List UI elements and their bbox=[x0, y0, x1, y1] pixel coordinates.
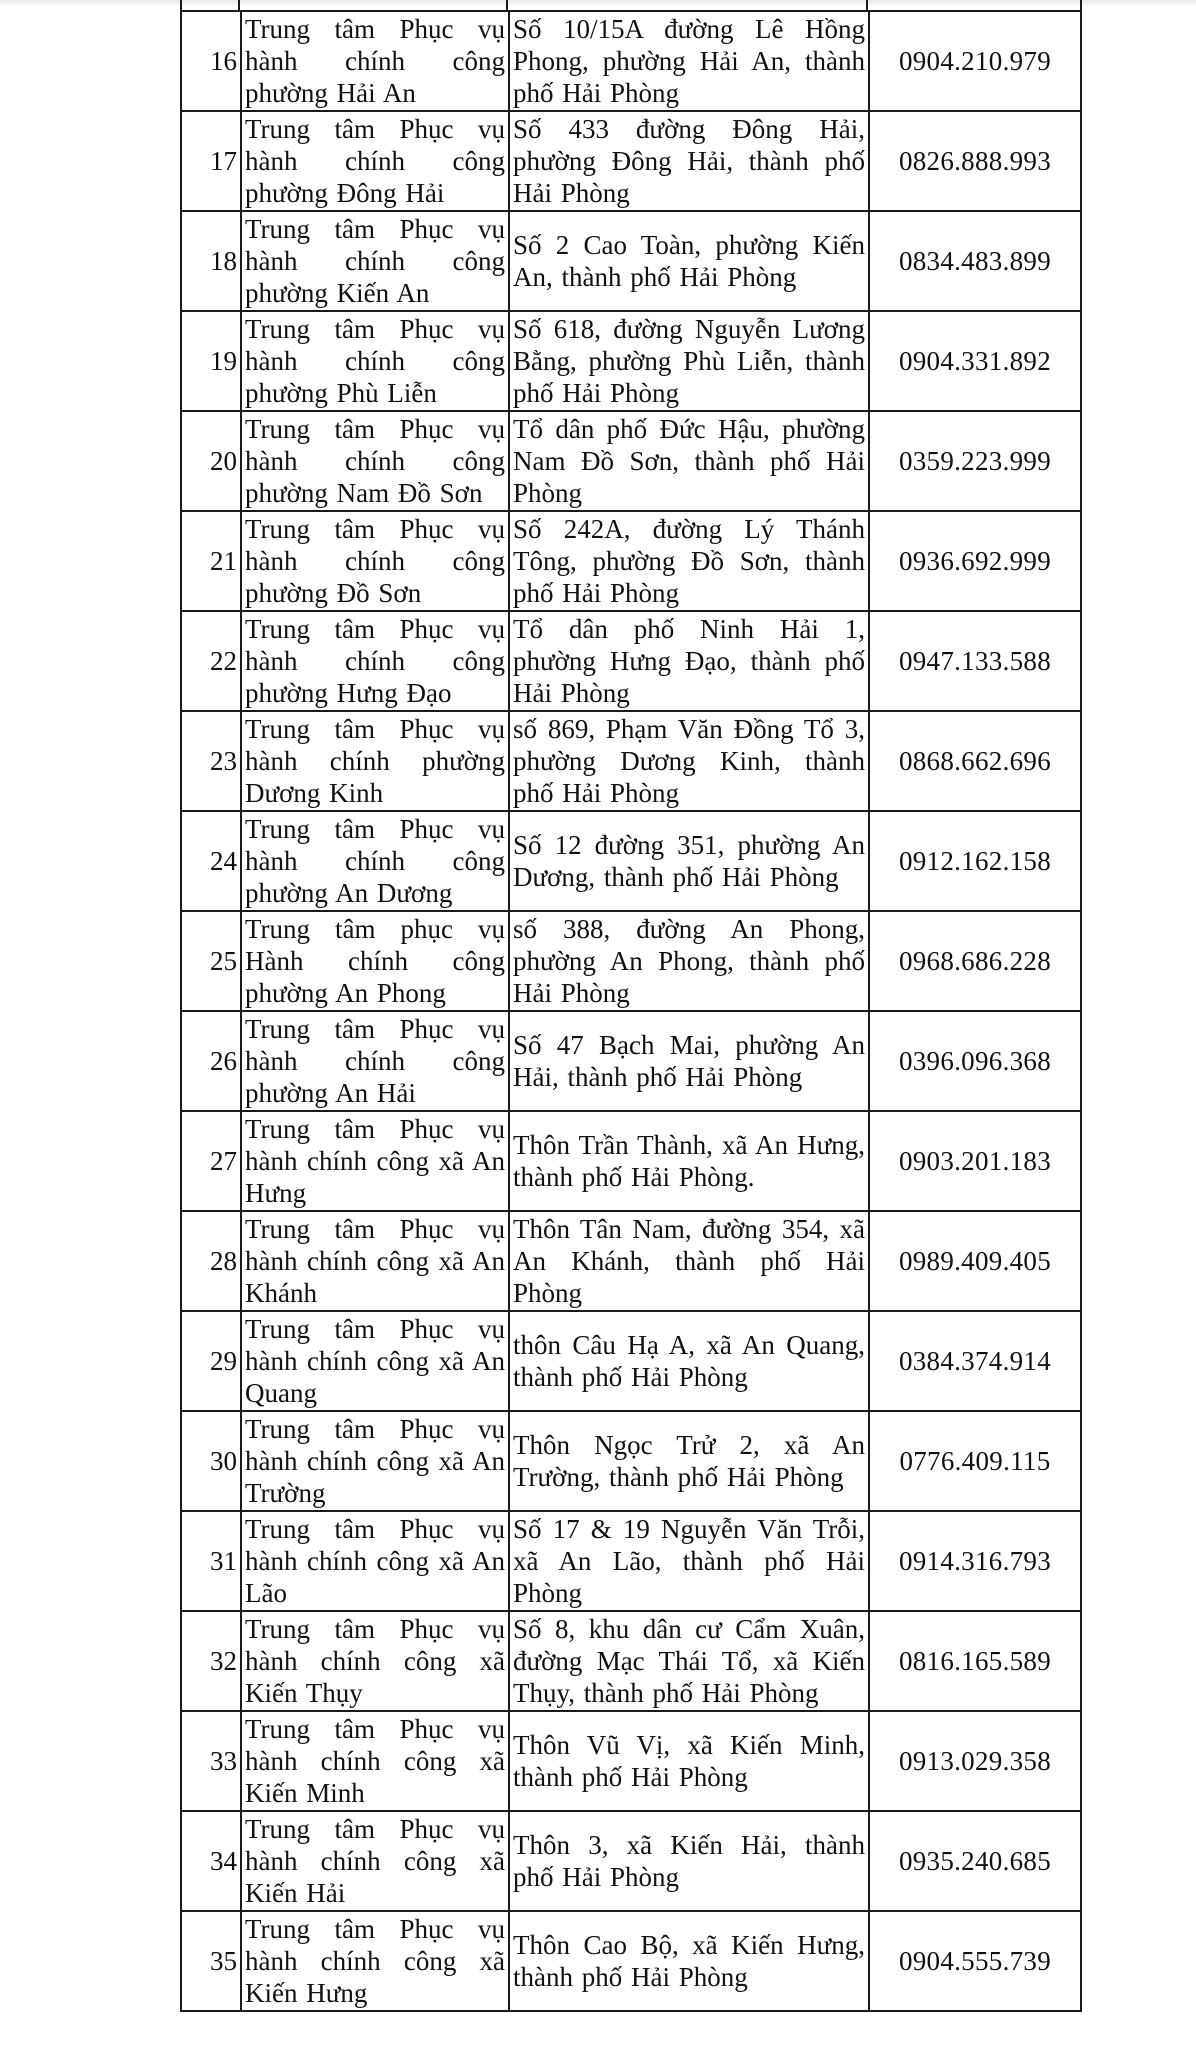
table-row bbox=[181, 911, 1081, 1011]
table-row bbox=[181, 1911, 1081, 2011]
row-number: 20 bbox=[210, 446, 237, 476]
row-number-cell bbox=[181, 611, 241, 711]
table-row bbox=[181, 1011, 1081, 1111]
center-phone: 0968.686.228 bbox=[898, 946, 1052, 976]
center-address: Thôn Vũ Vị, xã Kiến Minh, thành phố Hải Phòng bbox=[513, 1730, 865, 1792]
center-address-cell bbox=[509, 1811, 869, 1911]
table-row bbox=[181, 511, 1081, 611]
row-number: 32 bbox=[210, 1646, 237, 1676]
center-name-cell bbox=[241, 311, 509, 411]
center-address-cell bbox=[509, 211, 869, 311]
center-address: Thôn Ngọc Trử 2, xã An Trường, thành phố Hải Phòng bbox=[513, 1430, 865, 1492]
center-name-cell bbox=[241, 1911, 509, 2011]
center-address: Số 17 & 19 Nguyễn Văn Trỗi, xã An Lão, thành phố Hải Phòng bbox=[513, 1514, 865, 1608]
table-row bbox=[181, 1311, 1081, 1411]
center-name-cell bbox=[241, 211, 509, 311]
center-name: Trung tâm phục vụ Hành chính công phường An Phong bbox=[245, 914, 505, 1008]
center-address: Số 2 Cao Toàn, phường Kiến An, thành phố Hải Phòng bbox=[513, 230, 865, 292]
center-phone-cell bbox=[869, 411, 1081, 511]
center-name: Trung tâm Phục vụ hành chính công phường Kiến An bbox=[245, 214, 505, 308]
center-address: số 388, đường An Phong, phường An Phong, thành phố Hải Phòng bbox=[513, 914, 865, 1008]
center-name-cell bbox=[241, 1211, 509, 1311]
center-phone: 0359.223.999 bbox=[898, 446, 1052, 476]
center-name-cell bbox=[241, 1811, 509, 1911]
center-phone-cell bbox=[869, 1511, 1081, 1611]
center-address: Tổ dân phố Ninh Hải 1, phường Hưng Đạo, thành phố Hải Phòng bbox=[513, 614, 865, 708]
row-number-cell bbox=[181, 11, 241, 111]
center-address: Thôn Tân Nam, đường 354, xã An Khánh, thành phố Hải Phòng bbox=[513, 1214, 865, 1308]
row-number-cell bbox=[181, 1811, 241, 1911]
center-phone: 0816.165.589 bbox=[898, 1646, 1052, 1676]
column-divider bbox=[866, 0, 868, 10]
table-row bbox=[181, 411, 1081, 511]
center-address: Thôn 3, xã Kiến Hải, thành phố Hải Phòng bbox=[513, 1830, 865, 1892]
row-number: 18 bbox=[210, 246, 237, 276]
row-number-cell bbox=[181, 911, 241, 1011]
center-phone: 0776.409.115 bbox=[899, 1446, 1051, 1476]
center-name: Trung tâm Phục vụ hành chính công phường An Dương bbox=[245, 814, 505, 908]
row-number: 31 bbox=[210, 1546, 237, 1576]
row-number-cell bbox=[181, 1411, 241, 1511]
table-row bbox=[181, 1611, 1081, 1711]
center-name: Trung tâm Phục vụ hành chính công phường Hưng Đạo bbox=[245, 614, 505, 708]
center-phone-cell bbox=[869, 1011, 1081, 1111]
center-name: Trung tâm Phục vụ hành chính công xã An Quang bbox=[245, 1314, 505, 1408]
center-phone: 0903.201.183 bbox=[898, 1146, 1052, 1176]
center-address: Số 12 đường 351, phường An Dương, thành phố Hải Phòng bbox=[513, 830, 865, 892]
center-address: Thôn Trần Thành, xã An Hưng, thành phố Hải Phòng. bbox=[513, 1130, 865, 1192]
table-row bbox=[181, 611, 1081, 711]
row-number: 25 bbox=[210, 946, 237, 976]
center-name: Trung tâm Phục vụ hành chính công xã An Hưng bbox=[245, 1114, 505, 1208]
row-number: 27 bbox=[210, 1146, 237, 1176]
row-number: 30 bbox=[210, 1446, 237, 1476]
center-address-cell bbox=[509, 111, 869, 211]
center-address: Số 8, khu dân cư Cẩm Xuân, đường Mạc Thái Tổ, xã Kiến Thụy, thành phố Hải Phòng bbox=[513, 1614, 865, 1708]
center-address-cell bbox=[509, 1711, 869, 1811]
center-name: Trung tâm Phục vụ hành chính công xã Kiến Hải bbox=[245, 1814, 505, 1908]
row-number: 23 bbox=[210, 746, 237, 776]
center-phone: 0904.331.892 bbox=[898, 346, 1052, 376]
center-name-cell bbox=[241, 911, 509, 1011]
row-number: 22 bbox=[210, 646, 237, 676]
center-phone: 0947.133.588 bbox=[898, 646, 1052, 676]
center-name-cell bbox=[241, 1111, 509, 1211]
row-number-cell bbox=[181, 111, 241, 211]
center-phone-cell bbox=[869, 1311, 1081, 1411]
center-name-cell bbox=[241, 411, 509, 511]
center-name-cell bbox=[241, 711, 509, 811]
center-address: thôn Câu Hạ A, xã An Quang, thành phố Hải Phòng bbox=[513, 1330, 865, 1392]
center-address-cell bbox=[509, 1211, 869, 1311]
center-phone: 0989.409.405 bbox=[898, 1246, 1052, 1276]
center-name-cell bbox=[241, 11, 509, 111]
center-address-cell bbox=[509, 1011, 869, 1111]
table-row bbox=[181, 311, 1081, 411]
row-number-cell bbox=[181, 1211, 241, 1311]
row-number-cell bbox=[181, 811, 241, 911]
center-phone-cell bbox=[869, 811, 1081, 911]
table-row bbox=[181, 1511, 1081, 1611]
row-number: 16 bbox=[210, 46, 237, 76]
row-number: 19 bbox=[210, 346, 237, 376]
row-number: 33 bbox=[210, 1746, 237, 1776]
row-number-cell bbox=[181, 311, 241, 411]
center-phone: 0914.316.793 bbox=[898, 1546, 1052, 1576]
center-address: số 869, Phạm Văn Đồng Tổ 3, phường Dương Kinh, thành phố Hải Phòng bbox=[513, 714, 865, 808]
row-number: 35 bbox=[210, 1946, 237, 1976]
row-number-cell bbox=[181, 1911, 241, 2011]
center-name-cell bbox=[241, 1011, 509, 1111]
row-number-cell bbox=[181, 711, 241, 811]
center-name-cell bbox=[241, 111, 509, 211]
center-address-cell bbox=[509, 311, 869, 411]
table-row bbox=[181, 711, 1081, 811]
center-address: Tổ dân phố Đức Hậu, phường Nam Đồ Sơn, thành phố Hải Phòng bbox=[513, 414, 865, 508]
center-phone-cell bbox=[869, 511, 1081, 611]
row-number: 29 bbox=[210, 1346, 237, 1376]
row-number: 34 bbox=[210, 1846, 237, 1876]
center-address-cell bbox=[509, 911, 869, 1011]
center-name-cell bbox=[241, 811, 509, 911]
row-number-cell bbox=[181, 1611, 241, 1711]
center-phone: 0384.374.914 bbox=[898, 1346, 1052, 1376]
center-name: Trung tâm Phục vụ hành chính công phường An Hải bbox=[245, 1014, 505, 1108]
center-name: Trung tâm Phục vụ hành chính công phường Hải An bbox=[245, 14, 505, 108]
center-phone-cell bbox=[869, 911, 1081, 1011]
table-row bbox=[181, 211, 1081, 311]
center-phone-cell bbox=[869, 111, 1081, 211]
center-address-cell bbox=[509, 1511, 869, 1611]
center-address-cell bbox=[509, 1411, 869, 1511]
center-address-cell bbox=[509, 1311, 869, 1411]
center-phone-cell bbox=[869, 711, 1081, 811]
center-address: Số 433 đường Đông Hải, phường Đông Hải, thành phố Hải Phòng bbox=[513, 114, 865, 208]
center-phone-cell bbox=[869, 211, 1081, 311]
column-divider bbox=[506, 0, 508, 10]
row-number: 17 bbox=[210, 146, 237, 176]
center-address: Số 242A, đường Lý Thánh Tông, phường Đồ Sơn, thành phố Hải Phòng bbox=[513, 514, 865, 608]
table-row bbox=[181, 111, 1081, 211]
center-name-cell bbox=[241, 1311, 509, 1411]
center-phone-cell bbox=[869, 1811, 1081, 1911]
center-phone-cell bbox=[869, 311, 1081, 411]
row-number-cell bbox=[181, 1511, 241, 1611]
row-number: 26 bbox=[210, 1046, 237, 1076]
center-phone: 0936.692.999 bbox=[898, 546, 1052, 576]
center-phone: 0904.555.739 bbox=[898, 1946, 1052, 1976]
service-center-table bbox=[180, 10, 1082, 2012]
center-phone: 0868.662.696 bbox=[898, 746, 1052, 776]
center-phone-cell bbox=[869, 1711, 1081, 1811]
center-address-cell bbox=[509, 1611, 869, 1711]
center-address-cell bbox=[509, 811, 869, 911]
table-row bbox=[181, 1711, 1081, 1811]
center-phone: 0913.029.358 bbox=[898, 1746, 1052, 1776]
center-name: Trung tâm Phục vụ hành chính công phường Đông Hải bbox=[245, 114, 505, 208]
row-number: 28 bbox=[210, 1246, 237, 1276]
row-number-cell bbox=[181, 1711, 241, 1811]
table-row bbox=[181, 811, 1081, 911]
row-number-cell bbox=[181, 1011, 241, 1111]
row-number: 24 bbox=[210, 846, 237, 876]
center-name-cell bbox=[241, 611, 509, 711]
center-address-cell bbox=[509, 1111, 869, 1211]
center-name: Trung tâm Phục vụ hành chính công phường Nam Đồ Sơn bbox=[245, 414, 505, 508]
table-row bbox=[181, 1211, 1081, 1311]
column-divider bbox=[238, 0, 240, 10]
table-continuation-edge bbox=[180, 0, 1082, 10]
table-row bbox=[181, 1411, 1081, 1511]
center-name: Trung tâm Phục vụ hành chính công xã An Khánh bbox=[245, 1214, 505, 1308]
center-address: Số 10/15A đường Lê Hồng Phong, phường Hải An, thành phố Hải Phòng bbox=[513, 14, 865, 108]
center-name-cell bbox=[241, 1711, 509, 1811]
center-phone: 0396.096.368 bbox=[898, 1046, 1052, 1076]
center-phone-cell bbox=[869, 1211, 1081, 1311]
center-phone: 0904.210.979 bbox=[898, 46, 1052, 76]
center-phone-cell bbox=[869, 1111, 1081, 1211]
center-name: Trung tâm Phục vụ hành chính công xã An Trường bbox=[245, 1414, 505, 1508]
table-body bbox=[181, 11, 1081, 2011]
center-address-cell bbox=[509, 711, 869, 811]
row-number-cell bbox=[181, 211, 241, 311]
center-address-cell bbox=[509, 11, 869, 111]
center-address: Số 618, đường Nguyễn Lương Bằng, phường Phù Liễn, thành phố Hải Phòng bbox=[513, 314, 865, 408]
center-name: Trung tâm Phục vụ hành chính công xã An Lão bbox=[245, 1514, 505, 1608]
center-name-cell bbox=[241, 1411, 509, 1511]
center-name: Trung tâm Phục vụ hành chính công xã Kiến Minh bbox=[245, 1714, 505, 1808]
row-number-cell bbox=[181, 411, 241, 511]
center-name: Trung tâm Phục vụ hành chính công phường Phù Liễn bbox=[245, 314, 505, 408]
center-address-cell bbox=[509, 1911, 869, 2011]
row-number-cell bbox=[181, 1111, 241, 1211]
center-name: Trung tâm Phục vụ hành chính công xã Kiến Thụy bbox=[245, 1614, 505, 1708]
center-address: Thôn Cao Bộ, xã Kiến Hưng, thành phố Hải Phòng bbox=[513, 1930, 865, 1992]
table-row bbox=[181, 1811, 1081, 1911]
table-row bbox=[181, 11, 1081, 111]
center-phone-cell bbox=[869, 1911, 1081, 2011]
center-phone: 0826.888.993 bbox=[898, 146, 1052, 176]
center-phone-cell bbox=[869, 1411, 1081, 1511]
center-name-cell bbox=[241, 511, 509, 611]
center-address-cell bbox=[509, 611, 869, 711]
center-address: Số 47 Bạch Mai, phường An Hải, thành phố Hải Phòng bbox=[513, 1030, 865, 1092]
center-name: Trung tâm Phục vụ hành chính phường Dương Kinh bbox=[245, 714, 505, 808]
center-phone: 0935.240.685 bbox=[898, 1846, 1052, 1876]
row-number-cell bbox=[181, 511, 241, 611]
center-phone-cell bbox=[869, 611, 1081, 711]
center-phone: 0912.162.158 bbox=[898, 846, 1052, 876]
center-address-cell bbox=[509, 511, 869, 611]
center-name: Trung tâm Phục vụ hành chính công xã Kiến Hưng bbox=[245, 1914, 505, 2008]
center-phone-cell bbox=[869, 1611, 1081, 1711]
row-number: 21 bbox=[210, 546, 237, 576]
center-phone: 0834.483.899 bbox=[898, 246, 1052, 276]
center-name-cell bbox=[241, 1511, 509, 1611]
row-number-cell bbox=[181, 1311, 241, 1411]
center-name-cell bbox=[241, 1611, 509, 1711]
center-phone-cell bbox=[869, 11, 1081, 111]
center-address-cell bbox=[509, 411, 869, 511]
center-name: Trung tâm Phục vụ hành chính công phường Đồ Sơn bbox=[245, 514, 505, 608]
table-row bbox=[181, 1111, 1081, 1211]
